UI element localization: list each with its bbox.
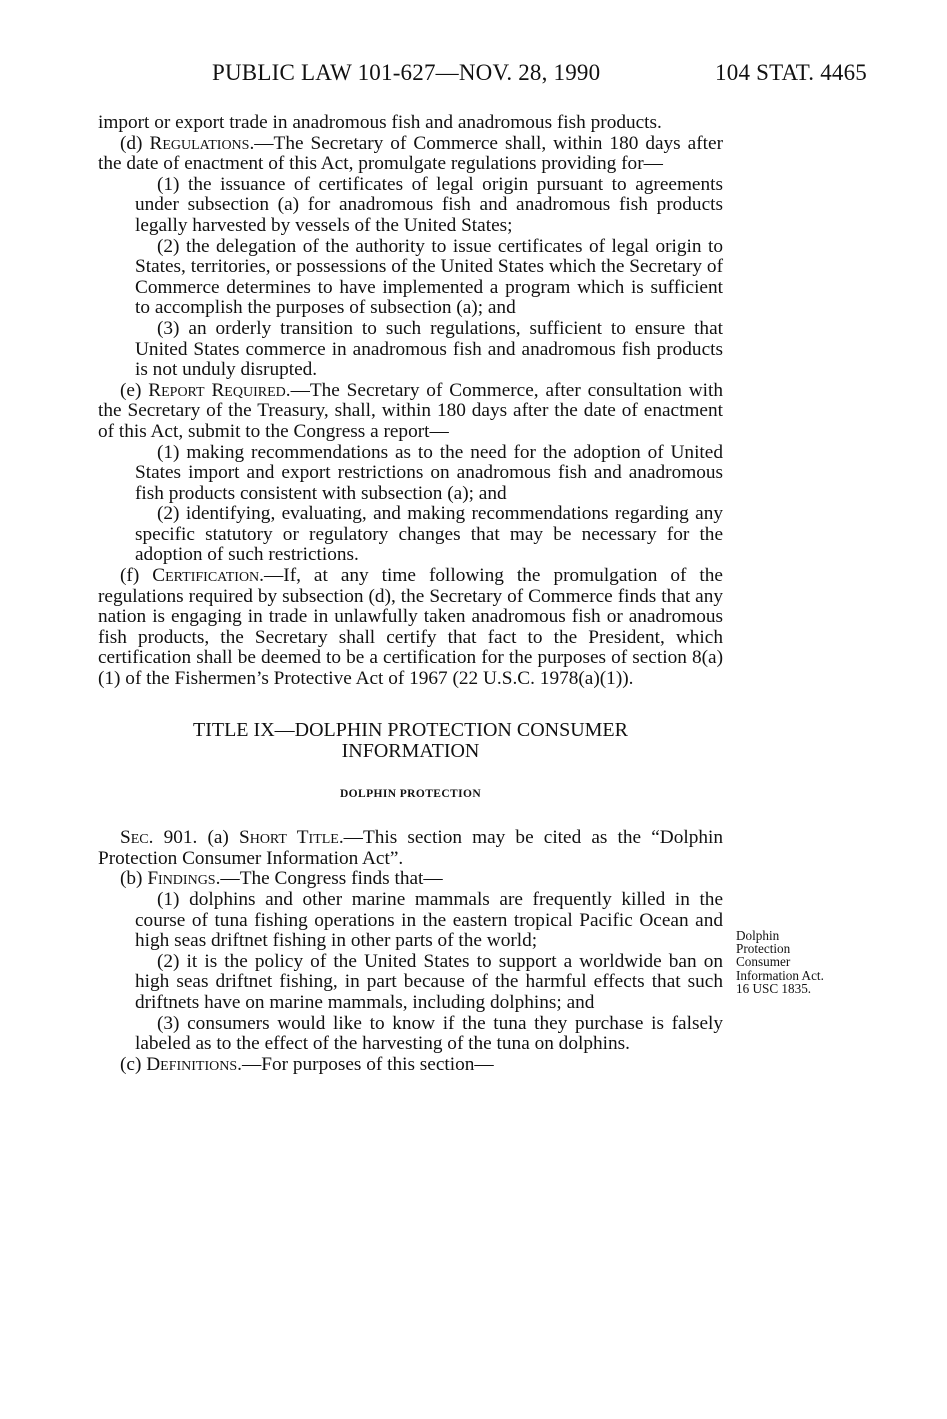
subsection-b-item-3: (3) consumers would like to know if the tuna they purchase is falsely labeled as to the effect of the harvesting of the tuna on dolphins. — [135, 1012, 723, 1055]
body-text — [98, 113, 723, 1075]
title-heading — [98, 720, 723, 762]
subsection-b-item-1: (1) dolphins and other marine mammals are frequently killed in the course of tuna fishing operations in the eastern tropical Pacific Ocean and high seas driftnet fishing in other parts of the world; — [135, 889, 723, 952]
subsection-b-item-2: (2) it is the policy of the United States to support a worldwide ban on high seas driftnet fishing, in part because of the harmful effects that such driftnets have on marine mammals, including dolphins; and — [135, 950, 723, 1013]
margin-note-usc-reference: 16 USC 1835. — [736, 980, 812, 996]
subsection-e-heading: Report Required — [148, 379, 286, 401]
section-label: Sec — [120, 827, 149, 849]
subsection-f-text: .—If, at any time following the promulgation of the regulations required by subsection (d), the Secretary of Commerce finds that any nation is engaging in trade in unlawfully taken anadromous fish or anadromous fish products, the Secretary shall certify that fact to the President, which certification shall be deemed to be a certification for the purposes of section 8(a)(1) of the Fishermen’s Protective Act of 1967 (22 U.S.C. 1978(a)(1)). — [98, 565, 723, 690]
subsection-b-number: (b) — [120, 868, 148, 890]
subsection-c-text: .—For purposes of this section— — [237, 1053, 494, 1075]
subsection-c-heading: Definitions — [146, 1053, 238, 1075]
short-title-text: .—This section may be cited as the “Dolphin Protection Consumer Information Act”. — [98, 827, 723, 869]
subsection-e-item-1: (1) making recommendations as to the need for the adoption of United States import and export restrictions on anadromous fish and anadromous fish products consistent with subsection (a); and — [135, 441, 723, 504]
subsection-b-text: .—The Congress finds that— — [215, 868, 443, 890]
subsection-b — [98, 869, 723, 890]
title-heading-line-1: TITLE IX—DOLPHIN PROTECTION CONSUMER — [193, 718, 628, 741]
header-law-citation: PUBLIC LAW 101-627—NOV. 28, 1990 — [212, 60, 601, 85]
title-heading-line-2: INFORMATION — [341, 739, 480, 762]
subsection-e — [98, 381, 723, 443]
subsection-e-item-2: (2) identifying, evaluating, and making recommendations regarding any specific statutory or regulatory changes that may be necessary for the adoption of such restrictions. — [135, 503, 723, 566]
section-number-text: . 901. (a) — [148, 827, 239, 849]
subsection-c — [98, 1055, 723, 1076]
subsection-d-heading: Regulations — [149, 132, 250, 154]
margin-note-line-2: Protection — [736, 941, 791, 957]
header-stat-page: 104 STAT. 4465 — [715, 60, 867, 85]
subsection-d-number: (d) — [120, 132, 150, 154]
margin-note-line-4: Information Act. — [736, 967, 824, 983]
subsection-d-item-2: (2) the delegation of the authority to issue certificates of legal origin to States, territories, or possessions of the United States which the Secretary of Commerce determines to have implemented a program which is sufficient to accomplish the purposes of subsection (a); and — [135, 235, 723, 319]
paragraph-continuation: import or export trade in anadromous fish and anadromous fish products. — [98, 112, 662, 133]
subsection-e-number: (e) — [120, 379, 149, 401]
subsection-f-number: (f) — [120, 565, 153, 587]
section-subheading: DOLPHIN PROTECTION — [339, 787, 482, 800]
margin-note-line-1: Dolphin — [736, 928, 780, 943]
section-901 — [98, 828, 723, 869]
subsection-e-text: .—The Secretary of Commerce, after consultation with the Secretary of the Treasury, shall, within 180 days after the date of enactment of this Act, submit to the Congress a report— — [98, 379, 723, 442]
subsection-d — [98, 134, 723, 175]
page-header — [212, 60, 867, 94]
margin-note-line-3: Consumer — [736, 954, 791, 970]
subsection-b-heading: Findings — [147, 868, 216, 890]
short-title-heading: Short Title — [238, 827, 339, 849]
margin-note — [736, 929, 866, 995]
subsection-c-number: (c) — [120, 1053, 147, 1075]
subsection-d-item-1: (1) the issuance of certificates of legal origin pursuant to agreements under subsection (a) for anadromous fish and anadromous fish products legally harvested by vessels of the United States; — [135, 173, 723, 236]
subsection-f — [98, 566, 723, 690]
subsection-d-text: .—The Secretary of Commerce shall, within 180 days after the date of enactment of this Act, promulgate regulations providing for— — [98, 132, 723, 175]
subsection-d-item-3: (3) an orderly transition to such regulations, sufficient to ensure that United States commerce in anadromous fish and anadromous fish products is not unduly disrupted. — [135, 317, 723, 381]
subsection-f-heading: Certification — [152, 565, 260, 587]
